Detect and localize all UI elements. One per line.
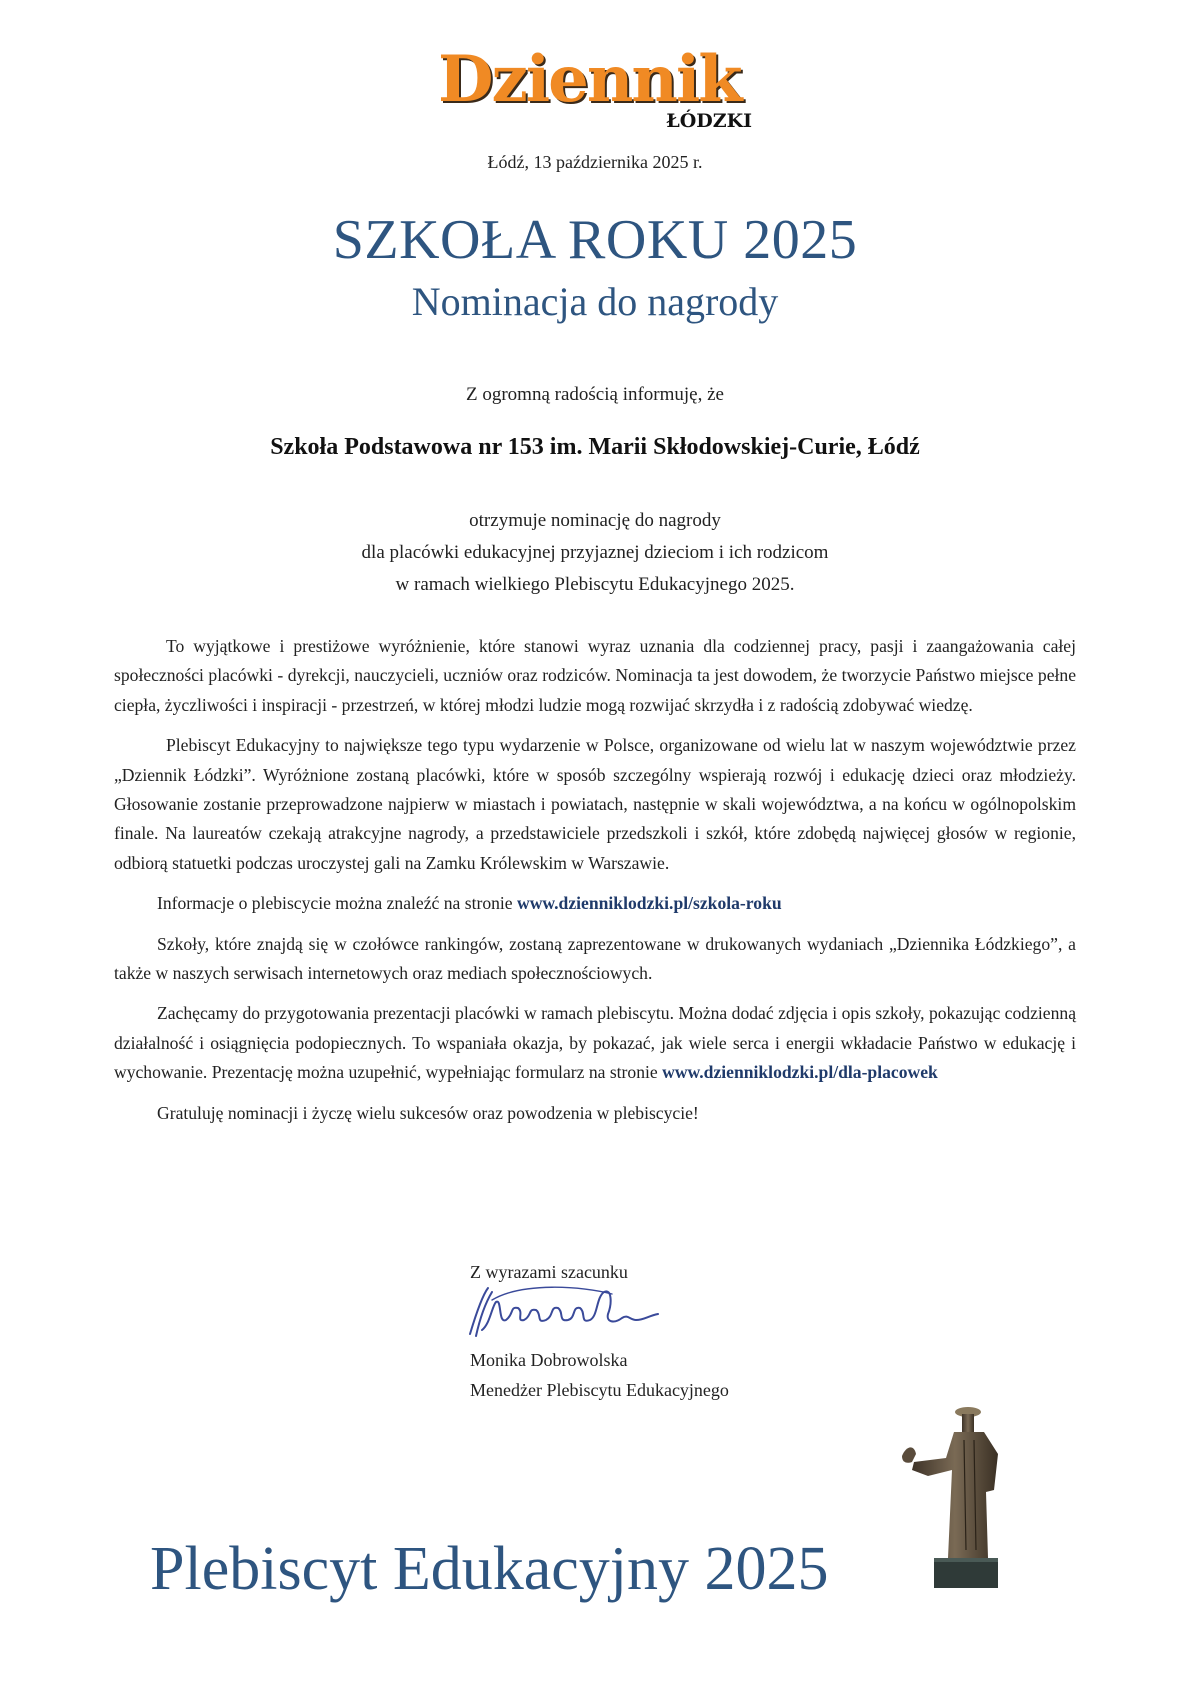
paragraph-congratulations: Gratuluję nominacji i życzę wielu sukcesów oraz powodzenia w plebiscycie!: [157, 1102, 699, 1123]
signer-role: Menedżer Plebiscytu Edukacyjnego: [470, 1380, 729, 1400]
date-line: Łódź, 13 października 2025 r.: [487, 152, 703, 172]
signer-block: [470, 1345, 729, 1405]
announcement-intro: Z ogromną radością informuję, że: [466, 384, 724, 405]
paragraph-presentation: [114, 999, 1076, 1087]
logo-wordmark: Dziennik: [438, 42, 741, 117]
handwritten-signature-icon: [462, 1284, 702, 1346]
footer-title: Plebiscyt Edukacyjny 2025: [150, 1535, 829, 1603]
szkola-roku-link[interactable]: www.dzienniklodzki.pl/szkola-roku: [517, 893, 782, 914]
paragraph-plebiscite: Plebiscyt Edukacyjny to największe tego typu wydarzenie w Polsce, organizowane od wielu lat w naszym województwie przez „Dziennik Łódzki”. Wyróżnione zostaną placówki, które w sposób szczególny wspierają rozwój i edukację dzieci oraz młodzieży. Głosowanie zostanie przeprowadzone najpierw w miastach i powiatach, następnie w skali województwa, a na końcu w ogólnopolskim finale. Na laureatów czekają atrakcyjne nagrody, a przedstawiciele przedszkoli i szkół, które zdobędą najwięcej głosów w regionie, odbiorą statuetki podczas uroczystej gali na Zamku Królewskim w Warszawie.: [114, 735, 1076, 873]
dziennik-lodzki-logo: [438, 44, 758, 134]
logo-subtitle: ŁÓDZKI: [666, 110, 752, 132]
dla-placowek-link[interactable]: www.dzienniklodzki.pl/dla-placowek: [662, 1062, 938, 1083]
paragraph-distinction: To wyjątkowe i prestiżowe wyróżnienie, które stanowi wyraz uznania dla codziennej pracy, pasji i zaangażowania całej społeczności placówki - dyrekcji, nauczycieli, uczniów oraz rodziców. Nominacja ta jest dowodem, że tworzycie Państwo miejsce pełne ciepła, życzliwości i inspiracji - przestrzeń, w której młodzi ludzie mogą rozwijać skrzydła i z radością zdobywać wiedzę.: [114, 636, 1076, 715]
nomination-line: otrzymuje nominację do nagrody: [469, 510, 721, 531]
presentation-text: Zachęcamy do przygotowania prezentacji placówki w ramach plebiscytu. Można dodać zdjęcia i opis szkoły, pokazując codzienną działalność i osiągnięcia podopiecznych. To wspaniała okazja, by pokazać, jak wiele serca i energii wkładacie Państwo w edukację i wychowanie. Prezentację można uzupełnić, wypełniając formularz na stronie: [114, 1003, 1076, 1083]
nomination-line: dla placówki edukacyjnej przyjaznej dzieciom i ich rodzicom: [361, 542, 829, 563]
school-name: Szkoła Podstawowa nr 153 im. Marii Skłodowskiej-Curie, Łódź: [270, 434, 920, 460]
letter-body: [114, 632, 1076, 1139]
page-title: SZKOŁA ROKU 2025: [332, 209, 858, 271]
closing-phrase: Z wyrazami szacunku: [470, 1262, 628, 1282]
signer-name: Monika Dobrowolska: [470, 1350, 628, 1370]
nomination-line: w ramach wielkiego Plebiscytu Edukacyjnego 2025.: [395, 574, 795, 595]
info-text: Informacje o plebiscycie można znaleźć na stronie: [157, 893, 518, 914]
nomination-statement: [0, 505, 1190, 601]
statuette-icon: [876, 1400, 1026, 1590]
paragraph-rankings: Szkoły, które znajdą się w czołówce rankingów, zostaną zaprezentowane w drukowanych wydaniach „Dziennika Łódzkiego”, a także w naszych serwisach internetowych oraz mediach społecznościowych.: [114, 933, 1076, 984]
page-subtitle: Nominacja do nagrody: [411, 279, 779, 324]
paragraph-info: [114, 889, 1076, 918]
